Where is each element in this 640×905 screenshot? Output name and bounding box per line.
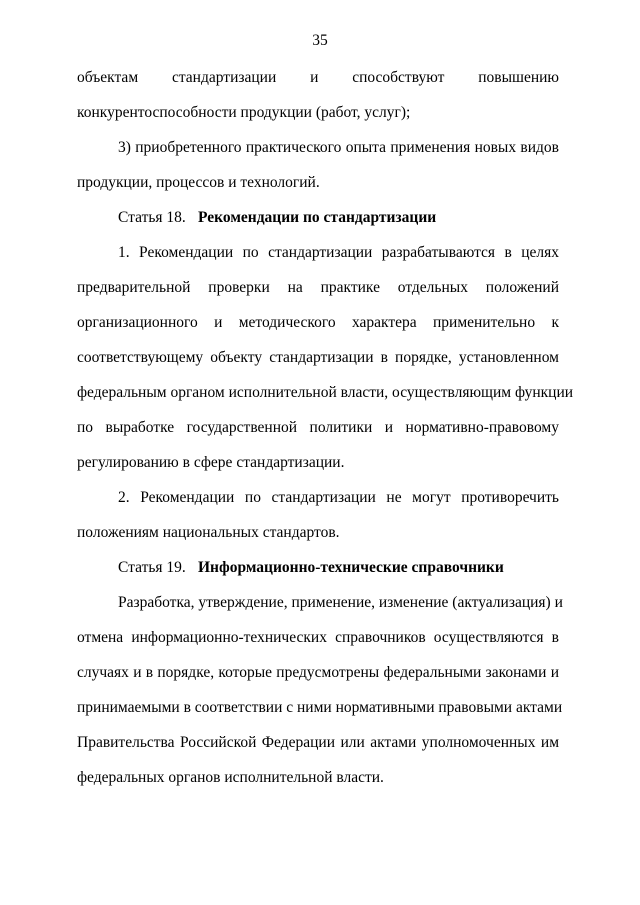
text-line: случаях и в порядке, которые предусмотрены федеральными законами и — [77, 664, 559, 681]
page-number: 35 — [312, 32, 328, 49]
text-line: положениям национальных стандартов. — [77, 524, 340, 541]
text-line: 2. Рекомендации по стандартизации не могут противоречить — [118, 489, 559, 506]
article-number: Статья 18. — [118, 209, 186, 226]
text-line: федеральных органов исполнительной власти. — [77, 769, 384, 786]
text-line: принимаемыми в соответствии с ними нормативными правовыми актами — [77, 699, 563, 716]
article-18-heading — [118, 209, 436, 227]
text-line: Разработка, утверждение, применение, изменение (актуализация) и — [118, 594, 563, 611]
text-line: конкурентоспособности продукции (работ, услуг); — [77, 104, 411, 121]
text-line: федеральным органом исполнительной власти, осуществляющим функции — [77, 384, 574, 401]
article-title: Рекомендации по стандартизации — [198, 209, 437, 226]
text-line: регулированию в сфере стандартизации. — [77, 454, 345, 471]
text-line: предварительной проверки на практике отдельных положений — [77, 279, 559, 296]
text-line: организационного и методического характера применительно к — [77, 314, 559, 331]
article-title: Информационно-технические справочники — [198, 559, 504, 576]
text-line: объектам стандартизации и способствуют повышению — [77, 69, 559, 86]
text-line: Правительства Российской Федерации или актами уполномоченных им — [77, 734, 559, 751]
text-line: продукции, процессов и технологий. — [77, 174, 320, 191]
text-line: отмена информационно-технических справочников осуществляются в — [77, 629, 559, 646]
text-line: 1. Рекомендации по стандартизации разрабатываются в целях — [118, 244, 559, 261]
article-number: Статья 19. — [118, 559, 186, 576]
text-line: 3) приобретенного практического опыта применения новых видов — [118, 139, 559, 156]
text-line: по выработке государственной политики и нормативно-правовому — [77, 419, 559, 436]
text-line: соответствующему объекту стандартизации в порядке, установленном — [77, 349, 559, 366]
article-19-heading — [118, 559, 504, 577]
